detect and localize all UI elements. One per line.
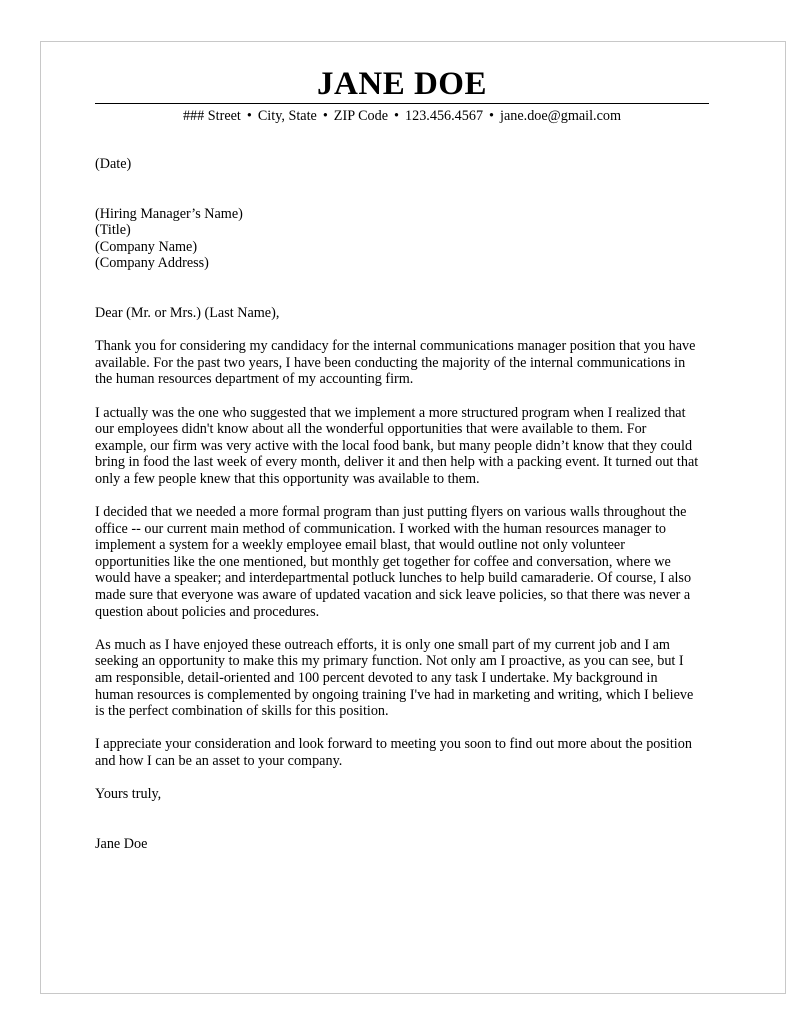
paragraph-line: example, our firm was very active with the local food bank, but many people didn’t know that they could — [95, 437, 693, 454]
letter-page — [40, 41, 786, 994]
body-paragraph-4 — [95, 637, 709, 720]
paragraph-line: is the perfect combination of skills for this position. — [95, 703, 389, 720]
contact-email: jane.doe@gmail.com — [500, 108, 622, 124]
contact-city-state: City, State — [257, 108, 317, 124]
body-paragraph-2 — [95, 405, 709, 488]
paragraph-line: would have a speaker; and interdepartmental potluck lunches to help build camaraderie. Of course, I also — [95, 570, 692, 587]
paragraph-line: seeking an opportunity to make this my primary function. Not only am I proactive, as you can see, but I — [95, 653, 684, 670]
paragraph-line: office -- our current main method of communication. I worked with the human resources manager to — [95, 520, 666, 537]
letter-date: (Date) — [95, 156, 132, 172]
body-paragraph-1 — [95, 338, 709, 388]
body-paragraph-5 — [95, 736, 709, 769]
recipient-title: (Title) — [95, 222, 131, 239]
paragraph-line: implement a system for a weekly employee email blast, that would outline not only volunteer — [95, 537, 625, 554]
paragraph-line: As much as I have enjoyed these outreach efforts, it is only one small part of my current job and I am — [95, 636, 670, 653]
contact-line — [95, 107, 709, 125]
paragraph-line: human resources is complemented by ongoing training I've had in marketing and writing, which I believe — [95, 686, 694, 703]
paragraph-line: am responsible, detail-oriented and 100 percent devoted to any task I undertake. My background in — [95, 670, 658, 687]
letter-content — [95, 65, 709, 852]
closing: Yours truly, — [95, 786, 162, 803]
paragraph-line: Thank you for considering my candidacy for the internal communications manager position that you have — [95, 338, 696, 355]
paragraph-line: question about policies and procedures. — [95, 603, 320, 620]
contact-separator: • — [489, 108, 495, 124]
paragraph-line: opportunities like the one mentioned, but monthly get together for coffee and conversation, where we — [95, 553, 671, 570]
contact-separator: • — [394, 108, 400, 124]
paragraph-line: and how I can be an asset to your company. — [95, 753, 343, 769]
recipient-address: (Company Address) — [95, 255, 209, 272]
signature-name: Jane Doe — [95, 835, 148, 852]
salutation: Dear (Mr. or Mrs.) (Last Name), — [95, 304, 280, 321]
contact-street: ### Street — [182, 108, 241, 124]
body-paragraph-3 — [95, 504, 709, 620]
paragraph-line: our employees didn't know about all the wonderful opportunities that were available to them. For — [95, 421, 647, 438]
recipient-company: (Company Name) — [95, 238, 198, 255]
header-divider — [95, 103, 709, 104]
recipient-block — [95, 206, 709, 272]
paragraph-line: the human resources department of my accounting firm. — [95, 371, 414, 388]
paragraph-line: I appreciate your consideration and look forward to meeting you soon to find out more about the position — [95, 736, 692, 753]
letter-body — [95, 338, 709, 769]
paragraph-line: I decided that we needed a more formal program than just putting flyers on various walls throughout the — [95, 504, 687, 521]
contact-separator: • — [246, 108, 252, 124]
contact-zip: ZIP Code — [333, 108, 389, 124]
paragraph-line: available. For the past two years, I have been conducting the majority of the internal communications in — [95, 354, 686, 371]
paragraph-line: made sure that everyone was aware of updated vacation and sick leave policies, so that there was never a — [95, 587, 691, 604]
applicant-name: JANE DOE — [317, 66, 487, 102]
paragraph-line: bring in food the last week of every month, deliver it and then help with a packing event. It turned out that — [95, 454, 699, 471]
paragraph-line: I actually was the one who suggested that we implement a more structured program when I realized that — [95, 404, 686, 421]
recipient-name: (Hiring Manager’s Name) — [95, 205, 243, 222]
contact-phone: 123.456.4567 — [405, 108, 484, 124]
contact-separator: • — [322, 108, 328, 124]
paragraph-line: only a few people knew that this opportunity was available to them. — [95, 470, 480, 487]
